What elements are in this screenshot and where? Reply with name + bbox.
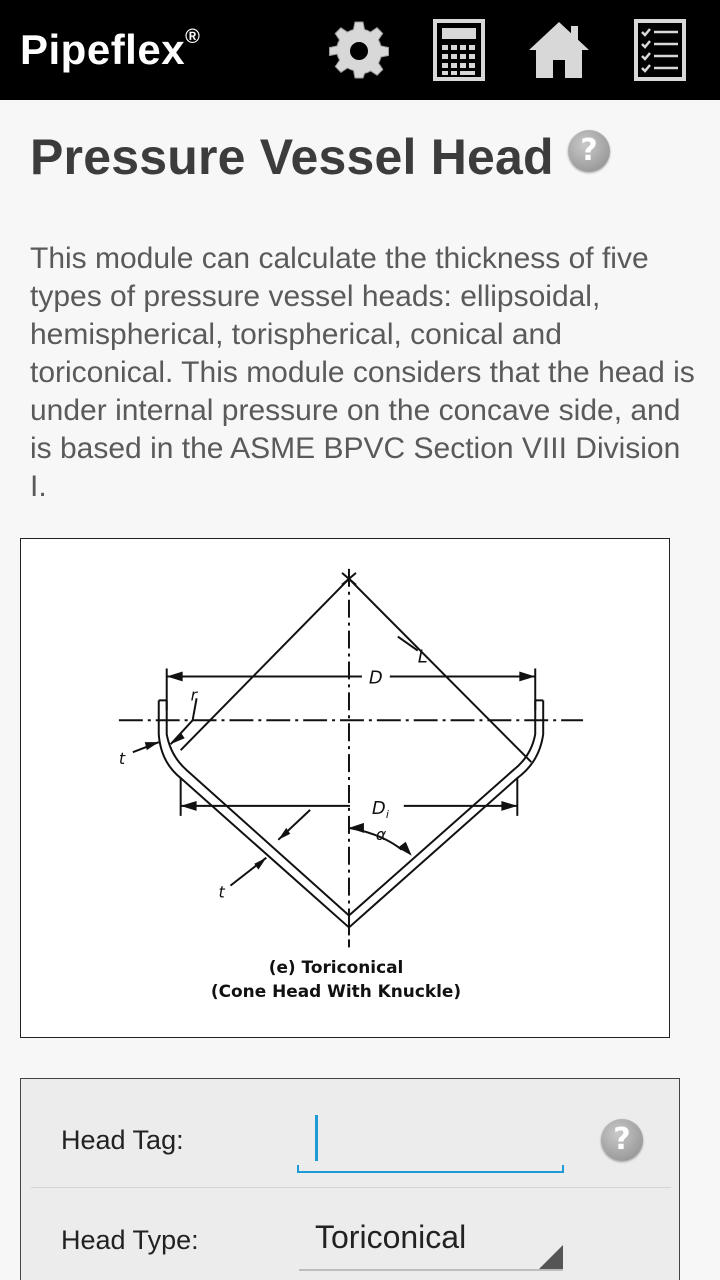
label-Di-subscript: i bbox=[385, 807, 389, 821]
help-icon[interactable]: ? bbox=[601, 1119, 643, 1161]
app-title: Pipeflex® bbox=[20, 26, 201, 73]
calculator-button[interactable] bbox=[427, 18, 491, 82]
diagram-drawing bbox=[21, 539, 669, 1037]
page-title: Pressure Vessel Head bbox=[30, 129, 554, 185]
calculator-icon bbox=[427, 18, 491, 82]
head-type-label: Head Type: bbox=[61, 1225, 199, 1255]
form-divider bbox=[31, 1187, 671, 1188]
text-cursor bbox=[315, 1115, 318, 1161]
diagram-caption-line1: (e) Toriconical bbox=[268, 957, 404, 978]
head-type-selected: Toriconical bbox=[315, 1219, 467, 1255]
label-L: L bbox=[417, 646, 428, 668]
dropdown-arrow-icon bbox=[539, 1245, 563, 1269]
label-D: D bbox=[368, 667, 383, 689]
label-Di: D bbox=[371, 797, 386, 819]
dropdown-underline bbox=[299, 1269, 563, 1271]
help-icon[interactable]: ? bbox=[568, 130, 610, 172]
gear-icon bbox=[327, 18, 391, 82]
toriconical-head-diagram bbox=[20, 538, 670, 1038]
label-t-top: t bbox=[118, 749, 126, 769]
head-type-dropdown[interactable] bbox=[299, 1209, 563, 1271]
head-tag-underline bbox=[297, 1165, 564, 1173]
settings-button[interactable] bbox=[327, 18, 391, 82]
label-r: r bbox=[190, 685, 198, 705]
head-tag-input[interactable] bbox=[299, 1109, 563, 1171]
label-alpha: α bbox=[375, 824, 387, 844]
home-icon bbox=[527, 18, 591, 82]
head-input-form bbox=[20, 1078, 680, 1280]
module-description: This module can calculate the thickness of five types of pressure vessel heads: ellipsoidal, hemispherical, torispherical, conical and toriconical. This module considers that the head is under internal pressure on the concave side, and is based in the ASME BPVC Section VIII Division I. bbox=[30, 242, 695, 503]
head-tag-label: Head Tag: bbox=[61, 1125, 184, 1155]
diagram-caption-line2: (Cone Head With Knuckle) bbox=[210, 981, 462, 1002]
checklist-icon bbox=[628, 18, 692, 82]
label-t-bottom: t bbox=[218, 882, 225, 902]
checklist-button[interactable] bbox=[628, 18, 692, 82]
home-button[interactable] bbox=[527, 18, 591, 82]
app-bar bbox=[0, 0, 720, 100]
main-content bbox=[0, 100, 720, 1280]
